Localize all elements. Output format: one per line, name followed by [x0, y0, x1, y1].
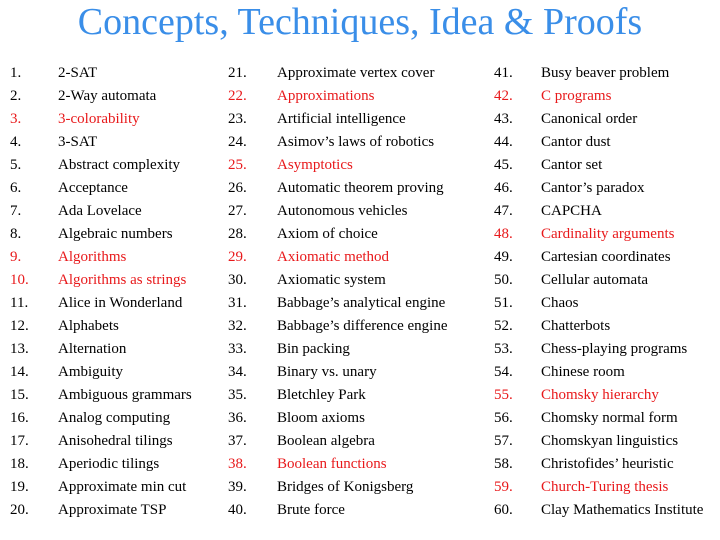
list-item-label: Chess-playing programs [541, 341, 688, 357]
list-item-number: 37. [228, 433, 247, 449]
list-item-number: 28. [228, 226, 247, 242]
list-item-number: 47. [494, 203, 513, 219]
list-item-number: 9. [10, 249, 22, 265]
list-item-label: Babbage’s difference engine [277, 318, 448, 334]
list-item-label: Approximate vertex cover [277, 65, 435, 81]
list-item-number: 42. [494, 88, 513, 104]
list-item-number: 29. [228, 249, 247, 265]
list-item-label: Alice in Wonderland [58, 295, 183, 311]
list-item-label: Boolean algebra [277, 433, 375, 449]
list-item-number: 49. [494, 249, 513, 265]
list-item-label: Bin packing [277, 341, 350, 357]
list-item-label: Chomsky normal form [541, 410, 678, 426]
list-item-number: 50. [494, 272, 513, 288]
list-item-number: 59. [494, 479, 513, 495]
list-item-number: 41. [494, 65, 513, 81]
list-item-label: Clay Mathematics Institute [541, 502, 704, 518]
list-item-label: Boolean functions [277, 456, 387, 472]
list-item-number: 45. [494, 157, 513, 173]
list-item-number: 46. [494, 180, 513, 196]
list-item-number: 8. [10, 226, 22, 242]
list-item-number: 27. [228, 203, 247, 219]
list-item-label: C programs [541, 88, 612, 104]
list-item-label: Algorithms [58, 249, 127, 265]
list-item-label: CAPCHA [541, 203, 602, 219]
list-item-number: 36. [228, 410, 247, 426]
list-item-number: 20. [10, 502, 29, 518]
list-item-label: Cellular automata [541, 272, 649, 288]
list-item-label: Ambiguous grammars [58, 387, 192, 403]
list-item-label: Alternation [58, 341, 127, 357]
list-item-label: Asymptotics [277, 157, 353, 173]
list-item-number: 22. [228, 88, 247, 104]
list-item-label: Cardinality arguments [541, 226, 675, 242]
list-item-number: 13. [10, 341, 29, 357]
list-item-label: Abstract complexity [58, 157, 181, 173]
list-item-number: 43. [494, 111, 513, 127]
list-item-number: 11. [10, 295, 29, 311]
list-item-number: 26. [228, 180, 247, 196]
list-item-label: Christofides’ heuristic [541, 456, 674, 472]
list-item-label: Chaos [541, 295, 579, 311]
list-item-label: Busy beaver problem [541, 65, 670, 81]
list-item-label: Axiomatic system [277, 272, 386, 288]
list-item-label: Axiom of choice [277, 226, 378, 242]
list-item-label: Anisohedral tilings [58, 433, 173, 449]
list-item-number: 56. [494, 410, 513, 426]
list-item-number: 4. [10, 134, 22, 150]
list-item-label: Chomskyan linguistics [541, 433, 679, 449]
list-item-number: 48. [494, 226, 513, 242]
list-item-number: 1. [10, 65, 22, 81]
list-item-number: 24. [228, 134, 247, 150]
list-item-label: Algebraic numbers [58, 226, 173, 242]
list-item-label: Binary vs. unary [277, 364, 377, 380]
list-item-label: Ada Lovelace [58, 203, 142, 219]
list-item-label: Babbage’s analytical engine [277, 295, 446, 311]
list-item-number: 12. [10, 318, 29, 334]
list-item-number: 39. [228, 479, 247, 495]
list-item-number: 7. [10, 203, 22, 219]
list-item-label: Automatic theorem proving [277, 180, 444, 196]
list-item-number: 2. [10, 88, 22, 104]
list-item-number: 6. [10, 180, 22, 196]
list-item-label: Cartesian coordinates [541, 249, 671, 265]
list-item-number: 40. [228, 502, 247, 518]
list-item-label: Cantor’s paradox [541, 180, 645, 196]
list-item-number: 34. [228, 364, 247, 380]
list-item-label: Bloom axioms [277, 410, 365, 426]
list-item-number: 14. [10, 364, 29, 380]
list-item-number: 44. [494, 134, 513, 150]
list-item-label: Approximations [277, 88, 375, 104]
list-item-label: Autonomous vehicles [277, 203, 408, 219]
list-item-number: 10. [10, 272, 29, 288]
list-item-number: 16. [10, 410, 29, 426]
list-item-number: 35. [228, 387, 247, 403]
list-item-number: 51. [494, 295, 513, 311]
list-item-label: Chinese room [541, 364, 625, 380]
list-item-number: 19. [10, 479, 29, 495]
page-title: Concepts, Techniques, Idea & Proofs [77, 1, 643, 43]
list-item-number: 21. [228, 65, 247, 81]
list-item-label: 2-Way automata [58, 88, 157, 104]
list-item-label: 3-SAT [58, 134, 98, 150]
list-item-label: Church-Turing thesis [541, 479, 669, 495]
list-item-number: 57. [494, 433, 513, 449]
list-item-label: Brute force [277, 502, 345, 518]
list-item-label: Approximate min cut [58, 479, 187, 495]
list-item-label: Alphabets [58, 318, 119, 334]
list-item-number: 25. [228, 157, 247, 173]
list-item-number: 31. [228, 295, 247, 311]
list-item-number: 3. [10, 111, 22, 127]
list-item-number: 58. [494, 456, 513, 472]
list-item-label: 2-SAT [58, 65, 98, 81]
list-item-label: Chomsky hierarchy [541, 387, 659, 403]
list-item-label: Canonical order [541, 111, 638, 127]
list-item-label: Approximate TSP [58, 502, 167, 518]
list-item-number: 54. [494, 364, 513, 380]
list-item-number: 55. [494, 387, 513, 403]
list-item-number: 33. [228, 341, 247, 357]
list-item-label: Chatterbots [541, 318, 611, 334]
list-item-number: 18. [10, 456, 29, 472]
list-item-number: 52. [494, 318, 513, 334]
list-item-label: Cantor set [541, 157, 603, 173]
list-item-label: Bridges of Konigsberg [277, 479, 414, 495]
list-item-label: Artificial intelligence [277, 111, 406, 127]
list-item-number: 17. [10, 433, 29, 449]
list-item-number: 23. [228, 111, 247, 127]
list-item-number: 5. [10, 157, 22, 173]
list-item-label: Algorithms as strings [58, 272, 187, 288]
list-item-number: 60. [494, 502, 513, 518]
list-item-label: Aperiodic tilings [58, 456, 160, 472]
list-item-number: 30. [228, 272, 247, 288]
list-item-label: Cantor dust [541, 134, 611, 150]
list-item-number: 53. [494, 341, 513, 357]
list-item-number: 32. [228, 318, 247, 334]
list-item-number: 15. [10, 387, 29, 403]
list-item-label: Bletchley Park [277, 387, 366, 403]
list-item-label: Ambiguity [58, 364, 124, 380]
list-item-label: Analog computing [58, 410, 171, 426]
list-item-number: 38. [228, 456, 247, 472]
list-item-label: Asimov’s laws of robotics [277, 134, 435, 150]
list-item-label: Axiomatic method [277, 249, 390, 265]
list-item-label: Acceptance [58, 180, 128, 196]
list-item-label: 3-colorability [58, 111, 140, 127]
